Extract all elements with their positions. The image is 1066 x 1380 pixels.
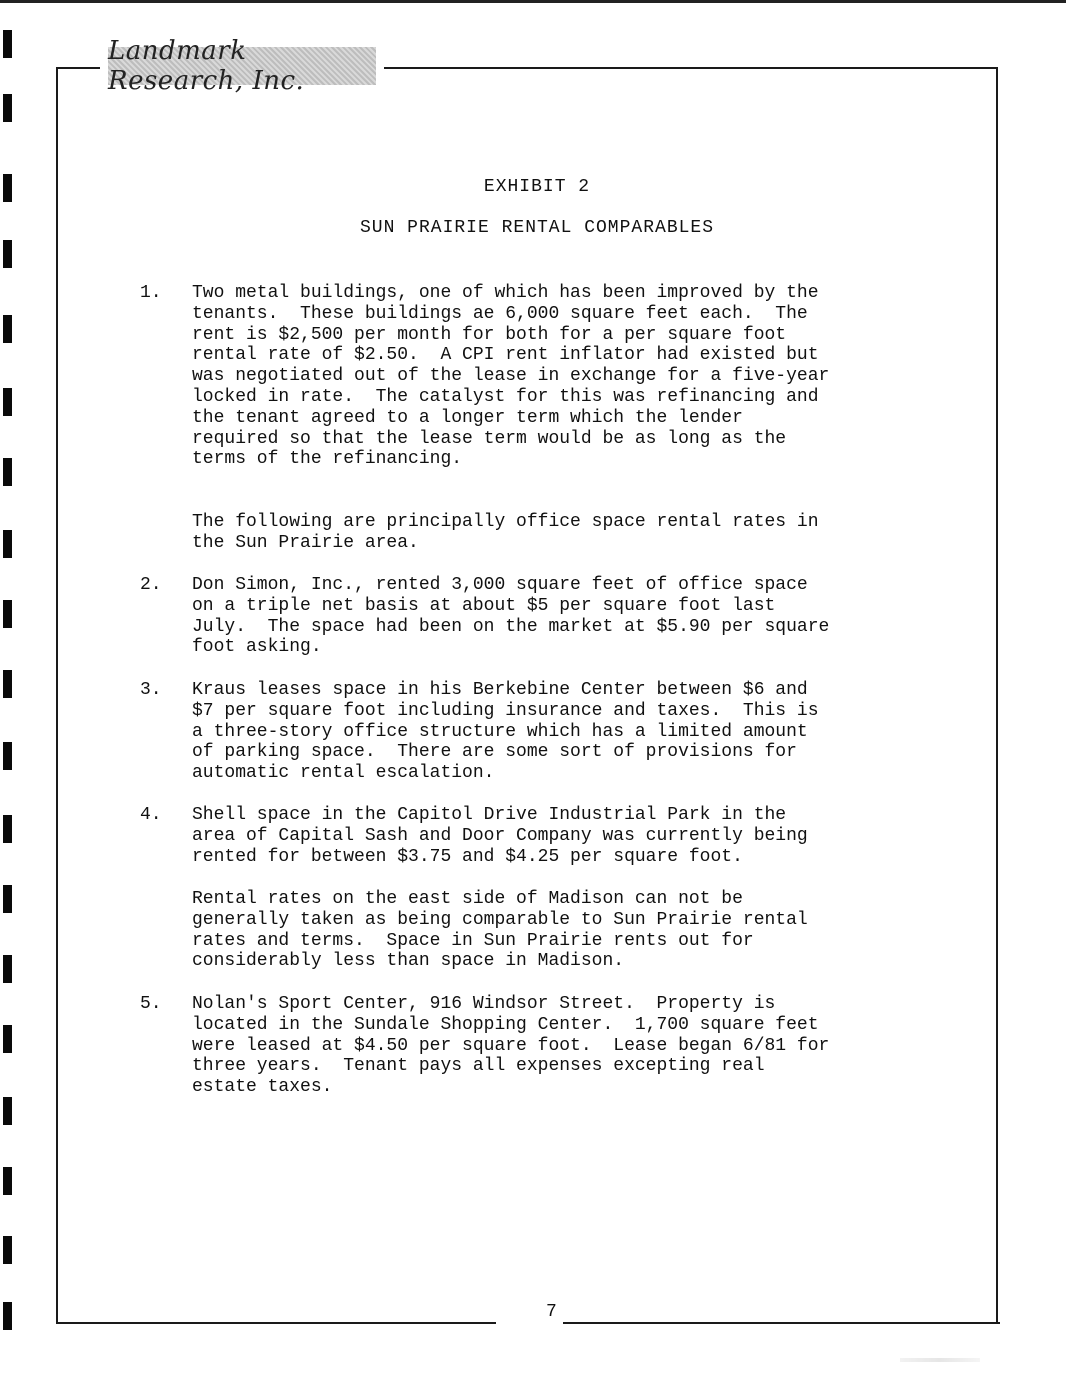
item-number: 2. — [140, 575, 162, 595]
punch-hole — [3, 670, 12, 698]
item-number: 4. — [140, 805, 162, 825]
item-text: Don Simon, Inc., rented 3,000 square feet of office space on a triple net basis at about $5 per square foot last July. The space had been on the market at $5.90 per square foot asking. — [192, 575, 830, 658]
punch-hole — [3, 1236, 12, 1264]
frame-bottom-right-rule — [563, 1322, 1000, 1324]
exhibit-label: EXHIBIT 2 — [483, 177, 591, 197]
punch-hole — [3, 1302, 12, 1330]
punch-hole — [3, 388, 12, 416]
item-number: 3. — [140, 680, 162, 700]
punch-hole — [3, 742, 12, 770]
item-text: Two metal buildings, one of which has been improved by the tenants. These buildings ae 6,000 square feet each. The rent is $2,500 per month for both for a per square foot rental rate of $2.50. A CPI rent inflator had existed but was negotiated out of the lease in exchange for a five-year locked in rate. The catalyst for this was refinancing and the tenant agreed to a longer term which the lender required so that the lease term would be as long as the terms of the refinancing. — [192, 283, 830, 470]
punch-hole — [3, 1025, 12, 1053]
frame-bottom-left-rule — [56, 1322, 496, 1324]
punch-hole — [3, 1167, 12, 1195]
logo-text: Landmark Research, Inc. — [108, 36, 305, 96]
company-logo — [108, 36, 376, 96]
item-number: 1. — [140, 283, 162, 303]
punch-hole — [3, 955, 12, 983]
page-top-edge — [0, 0, 1066, 3]
punch-hole — [3, 600, 12, 628]
item-text: Kraus leases space in his Berkebine Center between $6 and $7 per square foot including insurance and taxes. This is a three-story office structure which has a limited amount of parking space. There are some sort of provisions for automatic rental escalation. — [192, 680, 819, 784]
item-text: Shell space in the Capitol Drive Industrial Park in the area of Capital Sash and Door Company was currently being rented for between $3.75 and $4.25 per square foot. — [192, 805, 808, 867]
punch-hole — [3, 94, 12, 122]
punch-hole — [3, 240, 12, 268]
punch-hole — [3, 1097, 12, 1125]
scan-smudge — [900, 1358, 980, 1362]
page-number: 7 — [546, 1302, 557, 1322]
punch-hole — [3, 815, 12, 843]
intro-paragraph: The following are principally office space rental rates in the Sun Prairie area. — [192, 512, 819, 553]
note-paragraph: Rental rates on the east side of Madison can not be generally taken as being comparable to Sun Prairie rental rates and terms. Space in Sun Prairie rents out for considerably less than space in Madison. — [192, 889, 808, 972]
punch-hole — [3, 885, 12, 913]
punch-hole — [3, 530, 12, 558]
punch-hole — [3, 30, 12, 58]
punch-hole — [3, 315, 12, 343]
document-title: SUN PRAIRIE RENTAL COMPARABLES — [359, 218, 715, 238]
punch-hole — [3, 458, 12, 486]
item-number: 5. — [140, 994, 162, 1014]
item-text: Nolan's Sport Center, 916 Windsor Street. Property is located in the Sundale Shopping Center. 1,700 square feet were leased at $4.50 per square foot. Lease began 6/81 for three years. Tenant pays all expenses excepting real estate taxes. — [192, 994, 830, 1098]
